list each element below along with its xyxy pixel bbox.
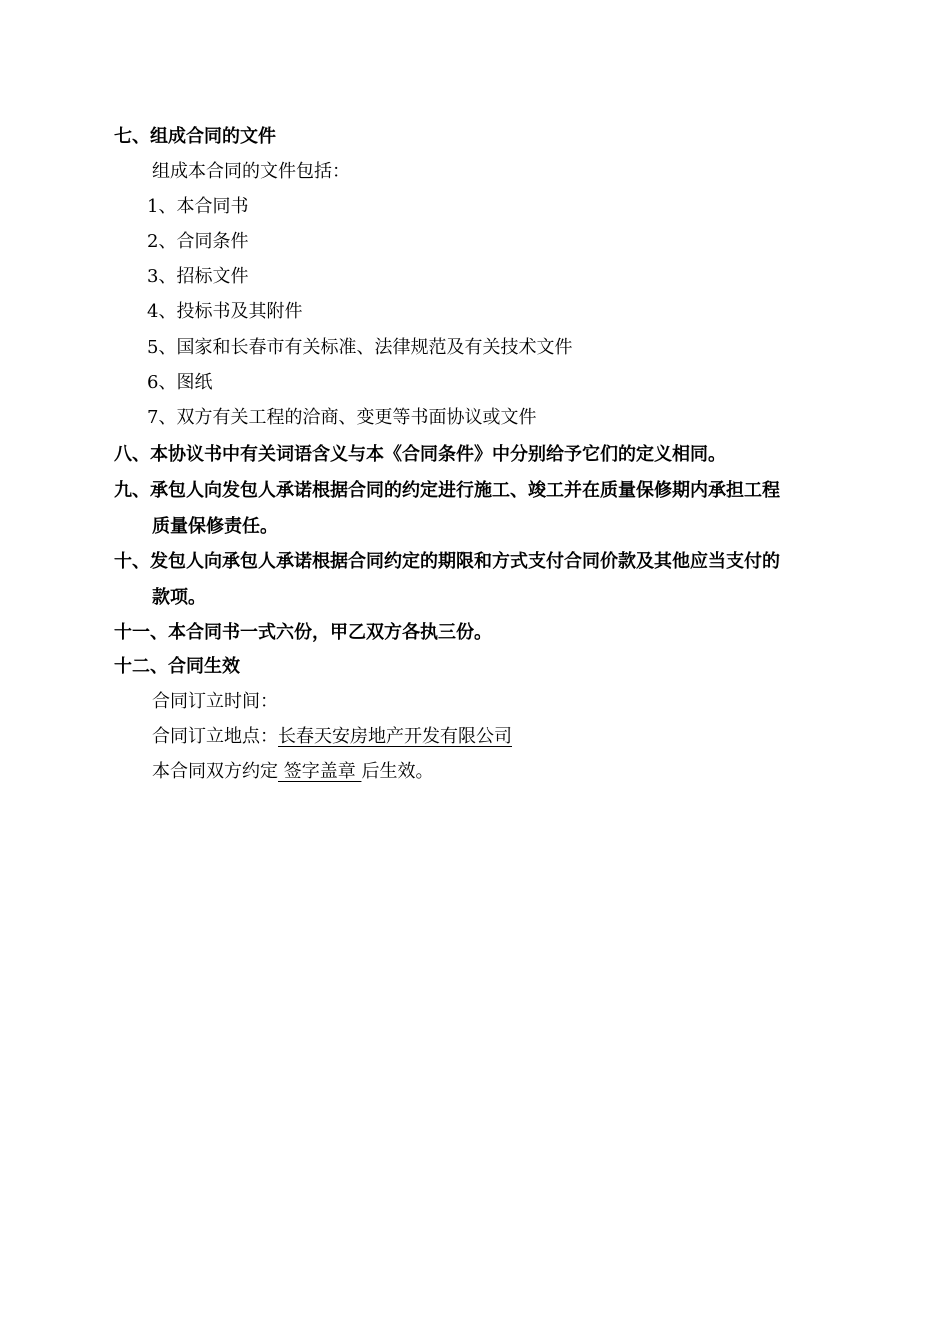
contract-effect-row xyxy=(152,760,433,784)
section-10-line-1: 十、发包人向承包人承诺根据合同约定的期限和方式支付合同价款及其他应当支付的 xyxy=(114,551,780,572)
contract-place-row xyxy=(152,725,512,749)
section-7-heading: 七、组成合同的文件 xyxy=(114,126,276,147)
section-7-intro: 组成本合同的文件包括： xyxy=(152,161,350,182)
list-item: 7、双方有关工程的洽商、变更等书面协议或文件 xyxy=(147,407,537,428)
contract-effect-value: 签字盖章 xyxy=(278,761,362,782)
list-item: 5、国家和长春市有关标准、法律规范及有关技术文件 xyxy=(147,337,573,358)
contract-place-label: 合同订立地点： xyxy=(152,726,278,747)
section-9-line-1: 九、承包人向发包人承诺根据合同的约定进行施工、竣工并在质量保修期内承担工程 xyxy=(114,480,780,501)
list-item: 6、图纸 xyxy=(147,372,213,393)
section-10-line-2: 款项。 xyxy=(152,587,206,608)
section-8: 八、本协议书中有关词语含义与本《合同条件》中分别给予它们的定义相同。 xyxy=(114,444,726,465)
list-item: 4、投标书及其附件 xyxy=(147,301,303,322)
contract-place-value: 长春天安房地产开发有限公司 xyxy=(278,726,512,747)
section-11: 十一、本合同书一式六份，甲乙双方各执三份。 xyxy=(114,622,492,643)
list-item: 3、招标文件 xyxy=(147,266,249,287)
list-item: 2、合同条件 xyxy=(147,231,249,252)
contract-effect-suffix: 后生效。 xyxy=(361,761,434,782)
list-item: 1、本合同书 xyxy=(147,196,249,217)
contract-effect-prefix: 本合同双方约定 xyxy=(152,761,278,782)
section-12-heading: 十二、合同生效 xyxy=(114,656,240,677)
section-9-line-2: 质量保修责任。 xyxy=(152,516,278,537)
contract-time-label: 合同订立时间： xyxy=(152,691,278,712)
